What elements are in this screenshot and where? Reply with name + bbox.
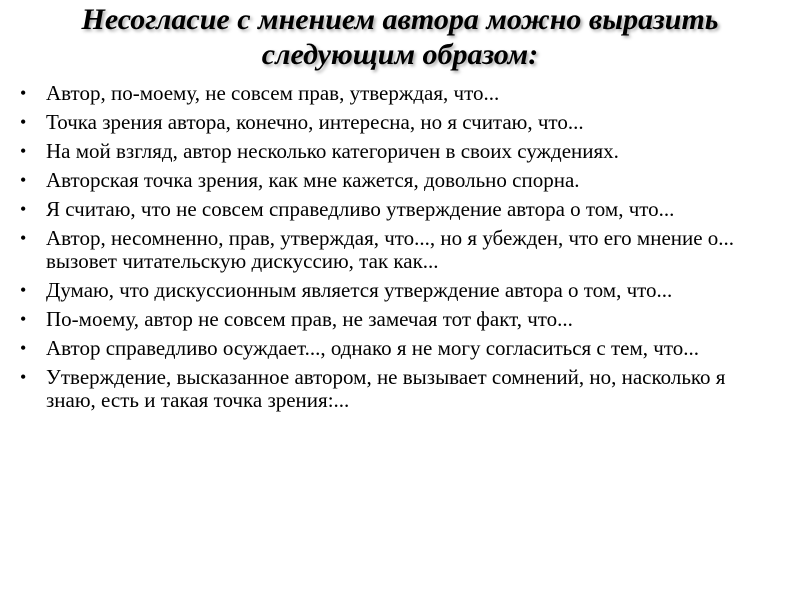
list-item xyxy=(18,169,770,192)
list-item xyxy=(18,337,770,360)
list-item xyxy=(18,82,770,105)
bullet-dot-icon: • xyxy=(20,367,27,387)
bullet-dot-icon: • xyxy=(20,112,27,132)
bullet-dot-icon: • xyxy=(20,170,27,190)
list-item-text: Думаю, что дискуссионным является утверждение автора о том, что... xyxy=(46,278,673,302)
list-item-text: Автор справедливо осуждает..., однако я не могу согласиться с тем, что... xyxy=(46,336,699,360)
list-item-text: Точка зрения автора, конечно, интересна, но я считаю, что... xyxy=(46,110,584,134)
list-item xyxy=(18,279,770,302)
bullet-dot-icon: • xyxy=(20,228,27,248)
bullet-dot-icon: • xyxy=(20,141,27,161)
list-item-text: Я считаю, что не совсем справедливо утверждение автора о том, что... xyxy=(46,197,675,221)
list-item xyxy=(18,198,770,221)
list-item xyxy=(18,140,770,163)
bullet-dot-icon: • xyxy=(20,199,27,219)
list-item xyxy=(18,308,770,331)
slide-title: Несогласие с мнением автора можно выразить следующим образом: xyxy=(81,3,719,71)
list-item-text: Автор, несомненно, прав, утверждая, что..., но я убежден, что его мнение о... вызовет читательскую дискуссию, так как... xyxy=(46,226,735,273)
list-item xyxy=(18,366,770,412)
list-item-text: Утверждение, высказанное автором, не вызывает сомнений, но, насколько я знаю, есть и такая точка зрения:... xyxy=(46,365,726,412)
list-item xyxy=(18,111,770,134)
bullet-dot-icon: • xyxy=(20,83,27,103)
list-item-text: Автор, по-моему, не совсем прав, утверждая, что... xyxy=(46,81,500,105)
list-item-text: По-моему, автор не совсем прав, не замечая тот факт, что... xyxy=(46,307,573,331)
bullet-dot-icon: • xyxy=(20,338,27,358)
bullet-list xyxy=(18,82,770,412)
bullet-dot-icon: • xyxy=(20,280,27,300)
list-item xyxy=(18,227,770,273)
bullet-dot-icon: • xyxy=(20,309,27,329)
list-item-text: На мой взгляд, автор несколько категоричен в своих суждениях. xyxy=(46,139,619,163)
list-item-text: Авторская точка зрения, как мне кажется, довольно спорна. xyxy=(46,168,580,192)
